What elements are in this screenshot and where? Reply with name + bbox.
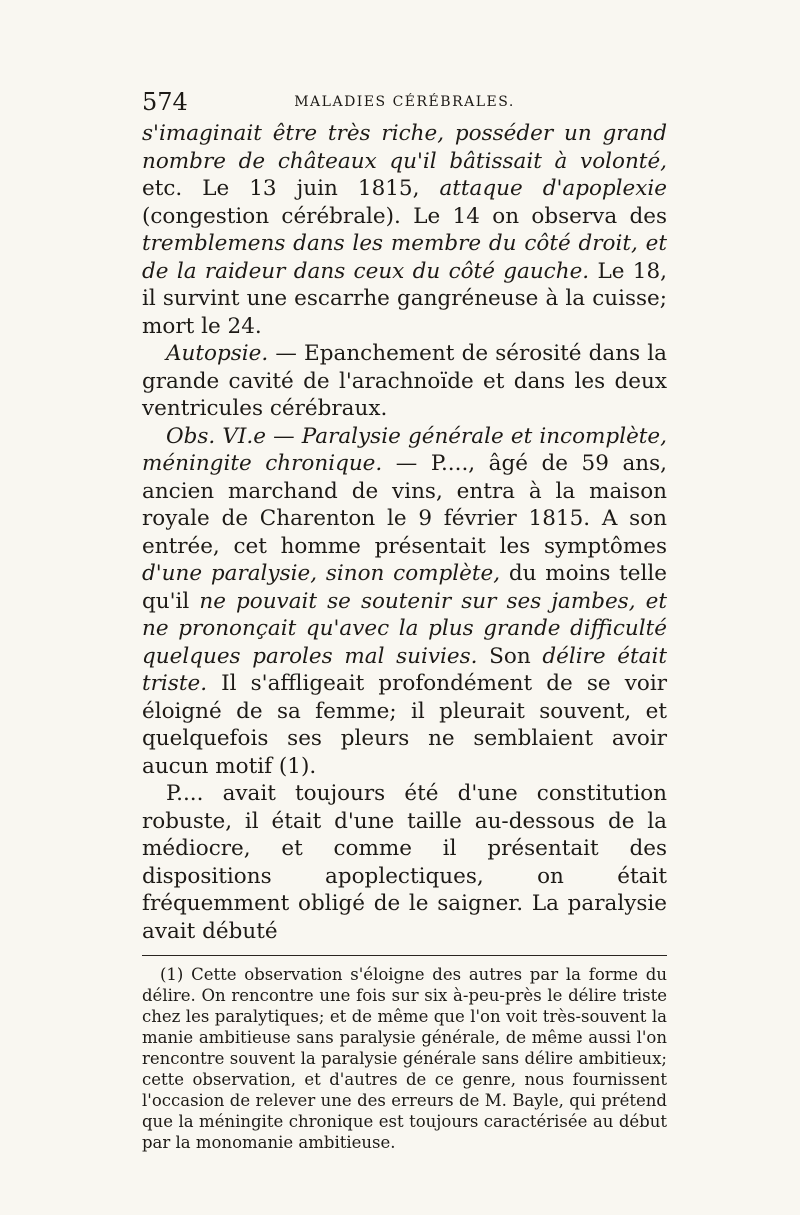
text-italic: Obs. VI.e [166, 423, 266, 449]
paragraph-autopsie [142, 340, 667, 423]
text-italic: droit, et de la raideur dans ceux du côté gauche. [142, 231, 667, 284]
main-text [142, 120, 667, 945]
text-run: Il s'affligeait profondément de se voir éloigné de sa femme; il pleurait souvent, et quelquefois ses pleurs ne semblaient avoir aucun motif (1). [142, 671, 667, 779]
text-run: on observa des [492, 203, 668, 229]
text-italic: attaque d'apoplexie [439, 176, 667, 201]
footnote [142, 964, 667, 1153]
paragraph-continuation [142, 120, 667, 340]
text-italic: délire était triste. [142, 643, 667, 696]
text-run: du moins telle qu'il [142, 561, 667, 614]
text-italic: Paralysie générale et incomplète, méningite chronique. [142, 423, 667, 476]
footnote-text: (1) Cette observation s'éloigne des autres par la forme du délire. On rencontre une fois sur six à-peu-près le délire triste chez les paralytiques; et de même que l'on voit très-souvent la manie ambitieuse sans paralysie générale, de même aussi l'on rencontre souvent la paralysie générale sans délire ambitieux; cette observation, et d'autres de ce genre, nous fournissent l'occasion de relever une des erreurs de M. Bayle, qui prétend que la méningite chronique est toujours caractérisée au début par la monomanie ambitieuse. [142, 965, 667, 1152]
book-page [142, 88, 667, 1153]
text-run: Son [477, 643, 543, 669]
text-run: — Epanchement de sérosité dans la grande cavité de l'arachnoïde et dans les deux ventricules cérébraux. [142, 341, 667, 421]
footnote-rule [142, 955, 667, 956]
paragraph-observation [142, 423, 667, 781]
page-number: 574 [142, 88, 188, 116]
text-italic: de châteaux qu'il bâtissait à volonté, [238, 148, 668, 174]
text-run: le 24. [201, 313, 262, 339]
running-title: MALADIES CÉRÉBRALES. [294, 94, 515, 110]
text-run: — P...., âgé de 59 ans, ancien marchand de vins, entra à la maison royale de Charenton le 9 février 1815. A son entrée, cet homme présentait les symptômes [142, 451, 667, 559]
text-run: il survint une escarrhe gangréneuse à la cuisse; mort [142, 286, 667, 339]
text-italic: Autopsie. [166, 341, 269, 366]
text-italic: tremblemens dans les membre du côté [142, 231, 571, 256]
text-italic: d'une paralysie, sinon complète, [142, 561, 501, 586]
paragraph-constitution: P.... avait toujours été d'une constitution robuste, il était d'une taille au-dessous de la médiocre, et comme il présentait des dispositions apoplectiques, on était fréquemment obligé de le saigner. La paralysie avait débuté [142, 781, 667, 944]
page-header [142, 88, 667, 120]
text-italic: ne pouvait se soutenir sur ses jambes, et ne prononçait qu'avec la plus grande difficulté quelques paroles mal suivies. [142, 588, 667, 669]
text-run: 1815, [357, 176, 440, 201]
text-run: Le 18, [589, 258, 667, 284]
text-run: — [265, 423, 302, 449]
text-run: etc. Le 13 juin [142, 176, 338, 201]
text-italic: s'imaginait être très riche, posséder un grand nombre [142, 121, 667, 174]
text-run: (congestion cérébrale). Le 14 [142, 203, 480, 229]
